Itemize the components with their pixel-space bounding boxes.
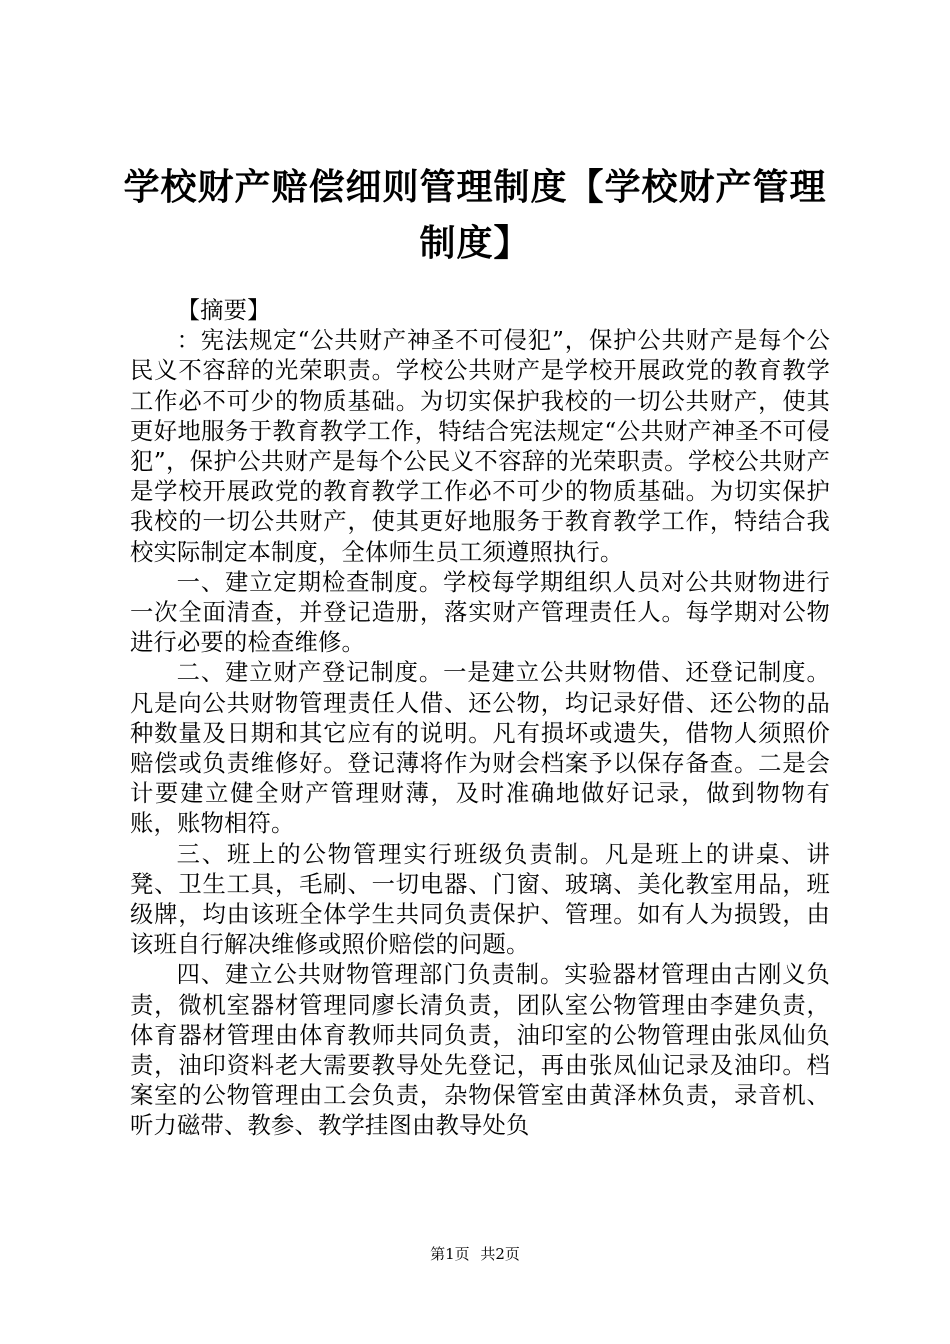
abstract-heading: 【摘要】 xyxy=(176,297,271,324)
abstract-paragraph: ：宪法规定“公共财产神圣不可侵犯”，保护公共财产是每个公民义不容辞的光荣职责。学校公共财产是学校开展政党的教育教学工作必不可少的物质基础。为切实保护我校的一切公共财产，使其更好地服务于教育教学工作，特结合宪法规定“公共财产神圣不可侵犯”，保护公共财产是每个公民义不容辞的光荣职责。学校公共财产是学校开展政党的教育教学工作必不可少的物质基础。为切实保护我校的一切公共财产，使其更好地服务于教育教学工作，特结合我校实际制定本制度，全体师生员工须遵照执行。 xyxy=(130,327,830,566)
section-four-paragraph: 四、建立公共财物管理部门负责制。实验器材管理由古刚义负责，微机室器材管理同廖长清负责，团队室公物管理由李建负责，体育器材管理由体育教师共同负责，油印室的公物管理由张凤仙负责，油印资料老大需要教导处先登记，再由张凤仙记录及油印。档案室的公物管理由工会负责，杂物保管室由黄泽林负责，录音机、听力磁带、教参、教学挂图由教导处负 xyxy=(130,961,830,1140)
document-body xyxy=(130,296,830,1142)
section-three-paragraph: 三、班上的公物管理实行班级负责制。凡是班上的讲桌、讲凳、卫生工具，毛刷、一切电器、门窗、玻璃、美化教室用品，班级牌，均由该班全体学生共同负责保护、管理。如有人为损毁，由该班自行解决维修或照价赔偿的问题。 xyxy=(130,840,830,959)
section-two-paragraph: 二、建立财产登记制度。一是建立公共财物借、还登记制度。凡是向公共财物管理责任人借、还公物，均记录好借、还公物的品种数量及日期和其它应有的说明。凡有损坏或遗失，借物人须照价赔偿或负责维修好。登记薄将作为财会档案予以保存备查。二是会计要建立健全财产管理财薄，及时准确地做好记录，做到物物有账，账物相符。 xyxy=(130,659,830,838)
document-title: 学校财产赔偿细则管理制度【学校财产管理制度】 xyxy=(123,167,827,264)
section-one-paragraph: 一、建立定期检查制度。学校每学期组织人员对公共财物进行一次全面清查，并登记造册，落实财产管理责任人。每学期对公物进行必要的检查维修。 xyxy=(130,568,830,657)
page-number-footer: 第1页 共2页 xyxy=(430,1245,520,1263)
